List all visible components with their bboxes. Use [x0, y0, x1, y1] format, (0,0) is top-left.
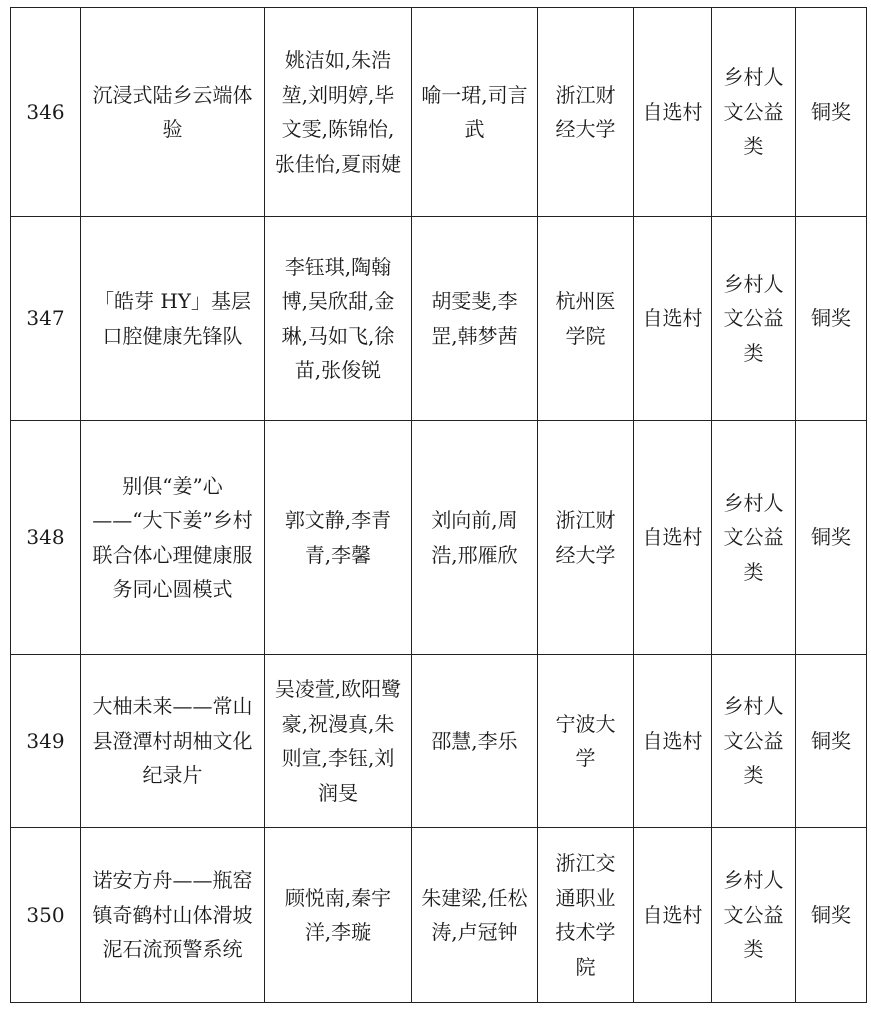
- category: 乡村人文公益类: [712, 828, 796, 1003]
- school: 浙江交通职业技术学院: [538, 828, 634, 1003]
- table-row: [11, 421, 867, 655]
- award: 铜奖: [796, 655, 867, 828]
- village-type: 自选村: [634, 828, 712, 1003]
- team-members: 顾悦南,秦宇洋,李璇: [265, 828, 412, 1003]
- team-members: 吴凌萱,欧阳鹭豪,祝漫真,朱则宣,李钰,刘润旻: [265, 655, 412, 828]
- row-number: 346: [11, 8, 81, 217]
- row-number: 348: [11, 421, 81, 655]
- category: 乡村人文公益类: [712, 217, 796, 421]
- table-row: [11, 8, 867, 217]
- category: 乡村人文公益类: [712, 421, 796, 655]
- advisors: 胡雯斐,李罡,韩梦茜: [412, 217, 538, 421]
- project-name: 大柚未来——常山县澄潭村胡柚文化纪录片: [81, 655, 265, 828]
- advisors: 朱建梁,任松涛,卢冠钟: [412, 828, 538, 1003]
- project-name: 别俱“姜”心——“大下姜”乡村联合体心理健康服务同心圆模式: [81, 421, 265, 655]
- team-members: 李钰琪,陶翰博,吴欣甜,金琳,马如飞,徐苗,张俊锐: [265, 217, 412, 421]
- school: 浙江财经大学: [538, 421, 634, 655]
- team-members: 郭文静,李青青,李馨: [265, 421, 412, 655]
- project-name: 诺安方舟——瓶窑镇奇鹤村山体滑坡泥石流预警系统: [81, 828, 265, 1003]
- advisors: 邵慧,李乐: [412, 655, 538, 828]
- table-row: [11, 828, 867, 1003]
- village-type: 自选村: [634, 421, 712, 655]
- award: 铜奖: [796, 421, 867, 655]
- award: 铜奖: [796, 828, 867, 1003]
- award: 铜奖: [796, 217, 867, 421]
- village-type: 自选村: [634, 8, 712, 217]
- advisors: 刘向前,周浩,邢雁欣: [412, 421, 538, 655]
- category: 乡村人文公益类: [712, 8, 796, 217]
- school: 浙江财经大学: [538, 8, 634, 217]
- team-members: 姚洁如,朱浩堃,刘明婷,毕文雯,陈锦怡,张佳怡,夏雨婕: [265, 8, 412, 217]
- row-number: 350: [11, 828, 81, 1003]
- row-number: 349: [11, 655, 81, 828]
- category: 乡村人文公益类: [712, 655, 796, 828]
- table-row: [11, 655, 867, 828]
- village-type: 自选村: [634, 217, 712, 421]
- school: 宁波大学: [538, 655, 634, 828]
- advisors: 喻一珺,司言武: [412, 8, 538, 217]
- table-row: [11, 217, 867, 421]
- awards-table: [10, 7, 867, 1003]
- row-number: 347: [11, 217, 81, 421]
- project-name: 「皓芽 HY」基层口腔健康先锋队: [81, 217, 265, 421]
- school: 杭州医学院: [538, 217, 634, 421]
- project-name: 沉浸式陆乡云端体验: [81, 8, 265, 217]
- village-type: 自选村: [634, 655, 712, 828]
- award: 铜奖: [796, 8, 867, 217]
